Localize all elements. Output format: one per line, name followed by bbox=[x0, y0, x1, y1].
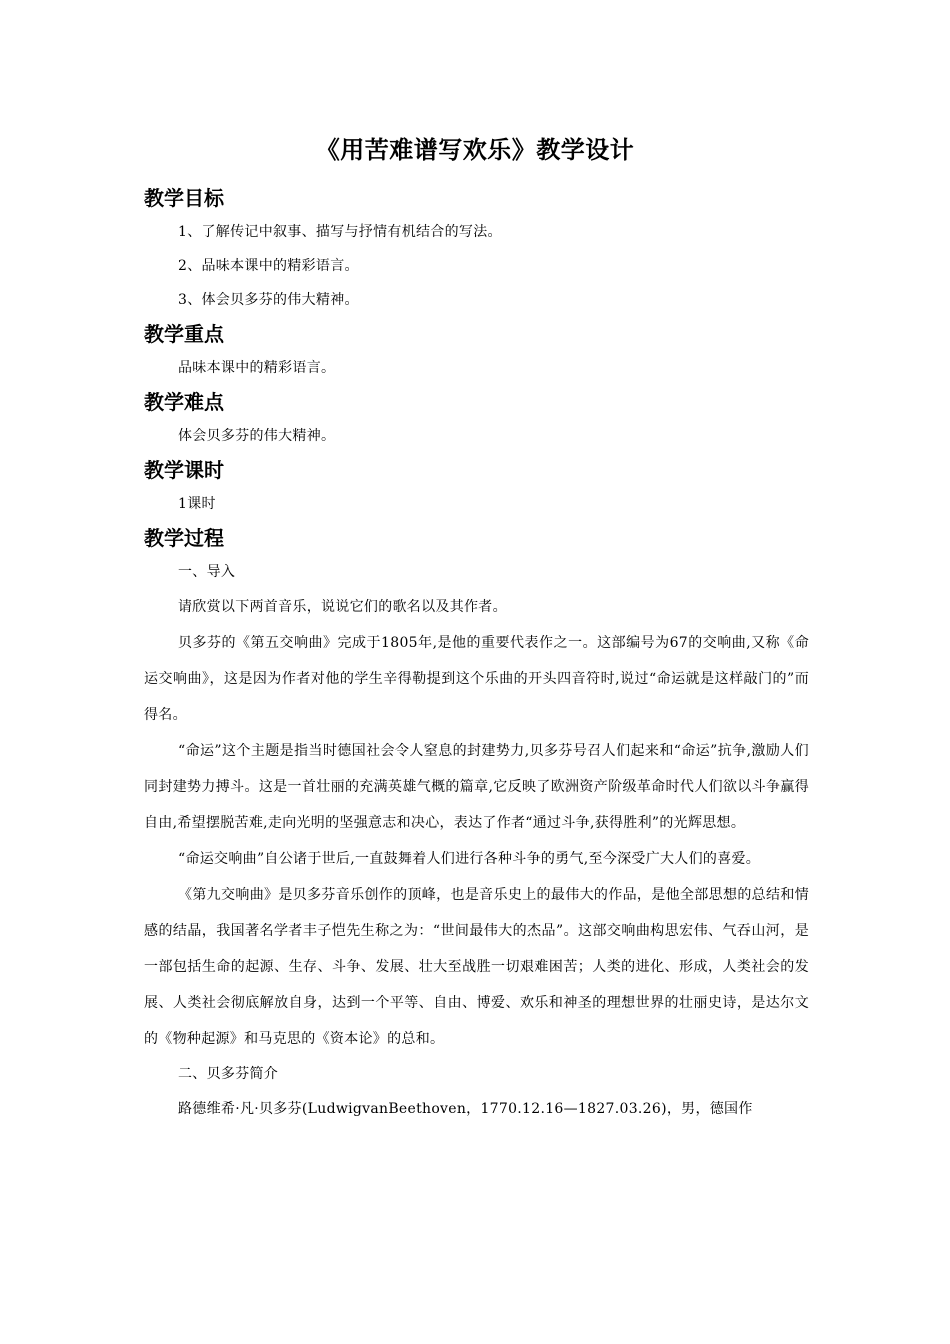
key-point-text: 品味本课中的精彩语言。 bbox=[178, 360, 336, 376]
objective-item: 1、了解传记中叙事、描写与抒情有机结合的写法。 bbox=[178, 224, 502, 240]
difficulty-text: 体会贝多芬的伟大精神。 bbox=[178, 428, 336, 444]
class-hours-text: 1课时 bbox=[178, 496, 216, 512]
section-heading-key-points: 教学重点 bbox=[144, 322, 224, 346]
objective-item: 3、体会贝多芬的伟大精神。 bbox=[178, 292, 359, 308]
process-paragraph: “命运交响曲”自公诸于世后,一直鼓舞着人们进行各种斗争的勇气,至今深受广大人们的喜爱。 bbox=[178, 851, 761, 867]
document-body bbox=[144, 181, 809, 1127]
process-subheading-bio: 二、贝多芬简介 bbox=[178, 1066, 279, 1082]
process-subheading-intro: 一、导入 bbox=[178, 564, 236, 580]
process-paragraph: 贝多芬的《第五交响曲》完成于1805年,是他的重要代表作之一。这部编号为67的交响曲,又称《命运交响曲》，这是因为作者对他的学生辛得勒提到这个乐曲的开头四音符时,说过“命运就是这样敲门的”而得名。 bbox=[144, 635, 809, 723]
section-heading-objectives: 教学目标 bbox=[144, 186, 224, 210]
process-paragraph: 路德维希·凡·贝多芬(LudwigvanBeethoven，1770.12.16—1827.03.26)，男，德国作 bbox=[178, 1101, 753, 1117]
process-paragraph: 《第九交响曲》是贝多芬音乐创作的顶峰，也是音乐史上的最伟大的作品，是他全部思想的总结和情感的结晶，我国著名学者丰子恺先生称之为：“世间最伟大的杰品”。这部交响曲构思宏伟、气吞山河，是一部包括生命的起源、生存、斗争、发展、壮大至战胜一切艰难困苦；人类的进化、形成，人类社会的发展、人类社会彻底解放自身，达到一个平等、自由、博爱、欢乐和神圣的理想世界的壮丽史诗，是达尔文的《物种起源》和马克思的《资本论》的总和。 bbox=[144, 887, 809, 1047]
section-heading-process: 教学过程 bbox=[144, 526, 224, 550]
section-heading-class-hours: 教学课时 bbox=[144, 458, 224, 482]
process-paragraph: 请欣赏以下两首音乐，说说它们的歌名以及其作者。 bbox=[178, 599, 507, 615]
section-heading-difficulties: 教学难点 bbox=[144, 390, 224, 414]
objective-item: 2、品味本课中的精彩语言。 bbox=[178, 258, 359, 274]
process-paragraph: “命运”这个主题是指当时德国社会令人窒息的封建势力,贝多芬号召人们起来和“命运”抗争,激励人们同封建势力搏斗。这是一首壮丽的充满英雄气概的篇章,它反映了欧洲资产阶级革命时代人们欲以斗争赢得自由,希望摆脱苦难,走向光明的坚强意志和决心，表达了作者“通过斗争,获得胜利”的光辉思想。 bbox=[144, 743, 809, 831]
document-title: 《用苦难谱写欢乐》教学设计 bbox=[315, 135, 635, 164]
